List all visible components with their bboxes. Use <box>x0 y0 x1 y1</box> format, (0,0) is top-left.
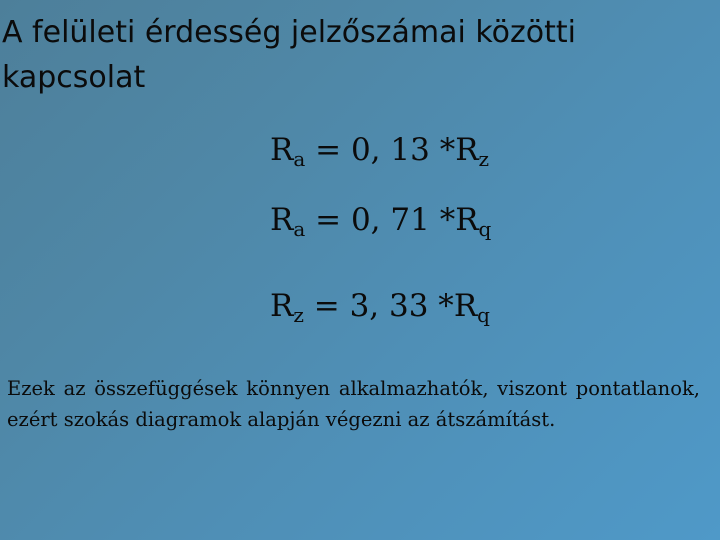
formula-lhs-sub: z <box>293 303 304 327</box>
formula-rhs-sub: q <box>478 217 492 241</box>
slide-title: A felületi érdesség jelzőszámai közötti kapcsolat <box>2 15 576 95</box>
formula-lhs-base: R <box>270 202 294 238</box>
formula-lhs-base: R <box>270 288 294 324</box>
formula-lhs-base: R <box>270 132 294 168</box>
formula-rhs-sub: q <box>477 303 490 327</box>
formula-rhs-sub: z <box>478 147 490 171</box>
formula-rhs-base: R <box>455 202 479 238</box>
formula-lhs-sub: a <box>293 147 306 171</box>
formula-ra-rz <box>270 132 489 171</box>
formula-ra-rq <box>270 202 491 241</box>
formula-rz-rq <box>270 288 490 327</box>
formula-middle: = 0, 13 * <box>305 132 456 168</box>
body-paragraph: Ezek az összefüggések könnyen alkalmazhatók, viszont pontatlanok, ezért szokás diagramok alapján végezni az átszámítást. <box>7 377 700 431</box>
formula-rhs-base: R <box>453 288 478 324</box>
formula-rhs-base: R <box>455 132 479 168</box>
formula-middle: = 0, 71 * <box>305 202 456 238</box>
formula-lhs-sub: a <box>293 217 306 241</box>
formula-middle: = 3, 33 * <box>303 288 454 324</box>
